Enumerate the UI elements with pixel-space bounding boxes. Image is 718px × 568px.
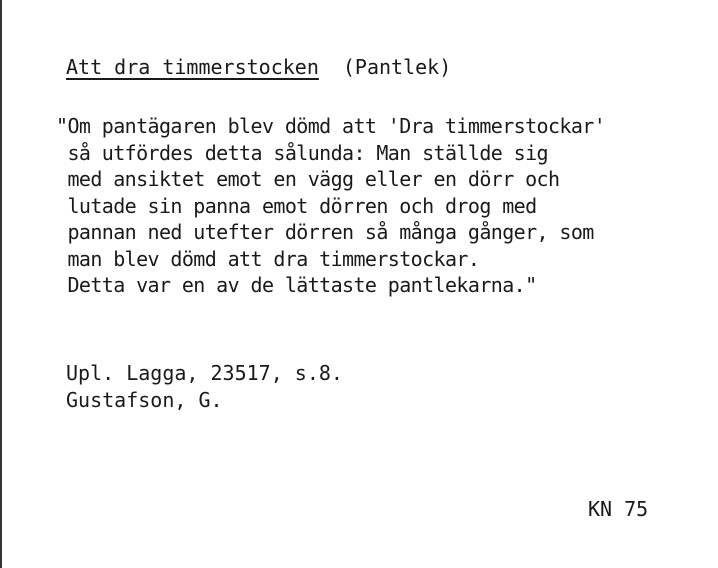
card-title: Att dra timmerstocken — [66, 55, 319, 79]
body-line: Detta var en av de lättaste pantlekarna." — [56, 273, 537, 297]
card-heading — [66, 54, 451, 80]
body-line: man blev dömd att dra timmerstockar. — [56, 246, 480, 271]
card-body — [56, 113, 605, 299]
source-collector: Gustafson, G. — [66, 388, 223, 412]
card-code: KN 75 — [588, 497, 649, 521]
body-line: med ansiktet emot en vägg eller en dörr och — [56, 167, 560, 191]
body-line: pannan ned utefter dörren så många gånger, som — [56, 220, 594, 244]
card-source — [66, 360, 343, 414]
card-subtitle: (Pantlek) — [342, 55, 452, 79]
source-place: Upl. Lagga, 23517, s.8. — [66, 361, 343, 385]
body-line: så utfördes detta sålunda: Man ställde sig — [56, 140, 548, 165]
body-line: "Om pantägaren blev dömd att 'Dra timmerstockar' — [56, 114, 606, 138]
body-line: lutade sin panna emot dörren och drog med — [56, 193, 537, 218]
card-left-edge — [0, 0, 2, 568]
